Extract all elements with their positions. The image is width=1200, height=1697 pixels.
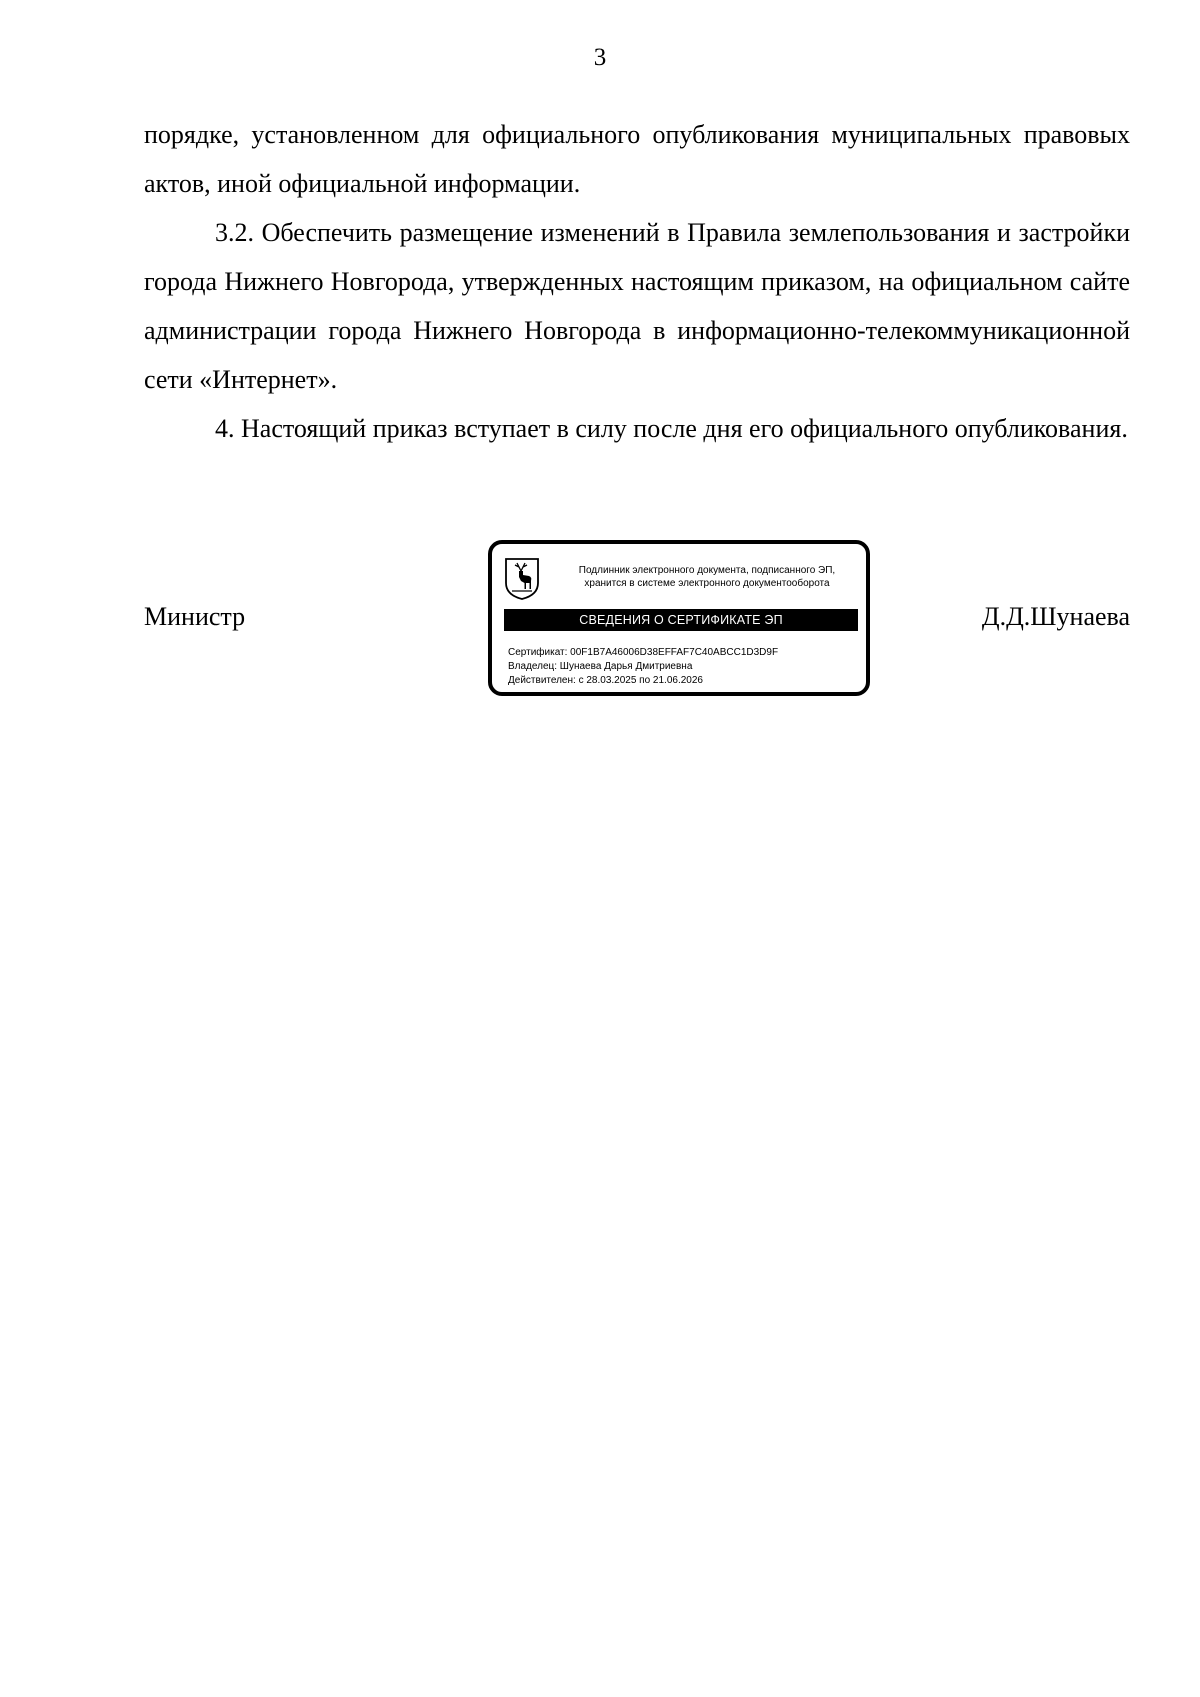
stamp-header: СВЕДЕНИЯ О СЕРТИФИКАТЕ ЭП [504,609,858,631]
signer-name: Д.Д.Шунаева [981,602,1130,631]
paragraph-4: 4. Настоящий приказ вступает в силу после дня его официального опубликования. [215,414,1128,443]
paragraph-continuation: порядке, установленном для официального опубликования муниципальных правовых актов, иной официальной информации. [144,120,1130,198]
electronic-signature-stamp [488,540,870,696]
certificate-validity: Действителен: с 28.03.2025 по 21.06.2026 [508,675,703,686]
signer-position: Министр [144,602,246,631]
stamp-notice-line-2: хранится в системе электронного документооборота [584,578,830,589]
document-body [144,110,1130,453]
stamp-notice [548,564,866,590]
certificate-owner: Владелец: Шунаева Дарья Дмитриевна [508,661,693,672]
certificate-number: Сертификат: 00F1B7A46006D38EFFAF7C40ABCC1D3D9F [508,647,779,658]
page-number: 3 [593,44,607,71]
stamp-notice-line-1: Подлинник электронного документа, подписанного ЭП, [578,565,836,576]
paragraph-3-2: 3.2. Обеспечить размещение изменений в Правила землепользования и застройки города Нижнего Новгорода, утвержденных настоящим приказом, на официальном сайте администрации города Нижнего Новгорода в информационно-телекоммуникационной сети «Интернет». [144,218,1130,394]
deer-coat-of-arms-icon [504,557,540,601]
certificate-details [508,646,778,688]
